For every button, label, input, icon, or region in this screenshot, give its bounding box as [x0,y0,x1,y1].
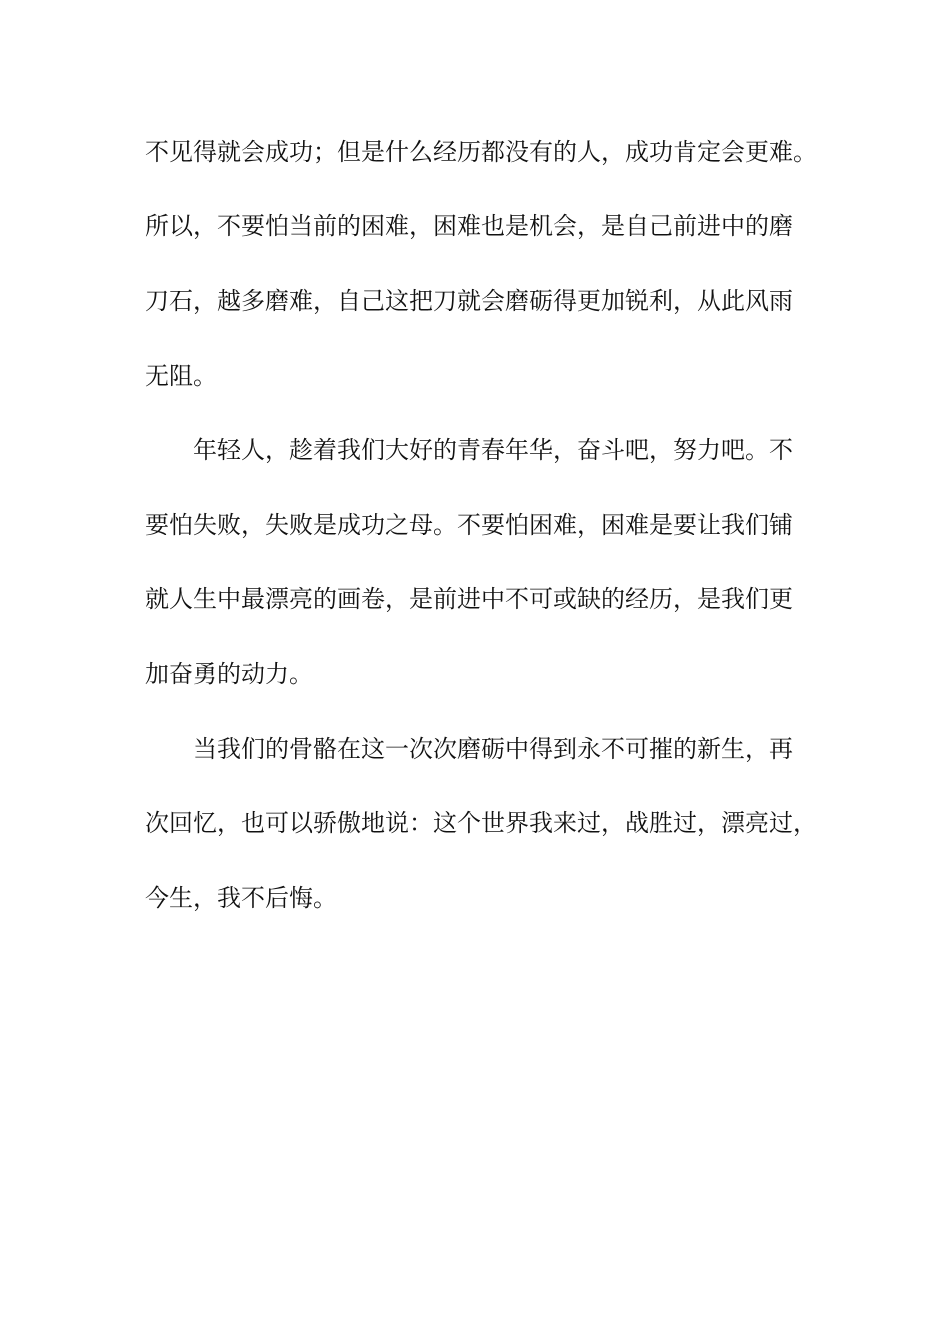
text-line: 就人生中最漂亮的画卷，是前进中不可或缺的经历，是我们更 [145,585,793,613]
text-line: 刀石，越多磨难，自己这把刀就会磨砺得更加锐利，从此风雨 [145,287,793,315]
text-line: 今生，我不后悔。 [145,884,337,912]
text-line: 加奋勇的动力。 [145,660,313,688]
text-line: 要怕失败，失败是成功之母。不要怕困难，困难是要让我们铺 [145,511,793,539]
text-line: 次回忆，也可以骄傲地说：这个世界我来过，战胜过，漂亮过， [145,809,817,837]
text-line: 不见得就会成功；但是什么经历都没有的人，成功肯定会更难。 [145,138,817,166]
text-line: 所以，不要怕当前的困难，困难也是机会，是自己前进中的磨 [145,212,793,240]
text-line: 年轻人，趁着我们大好的青春年华，奋斗吧，努力吧。不 [193,436,793,464]
text-line: 无阻。 [145,362,217,390]
text-line: 当我们的骨骼在这一次次磨砺中得到永不可摧的新生，再 [193,735,793,763]
